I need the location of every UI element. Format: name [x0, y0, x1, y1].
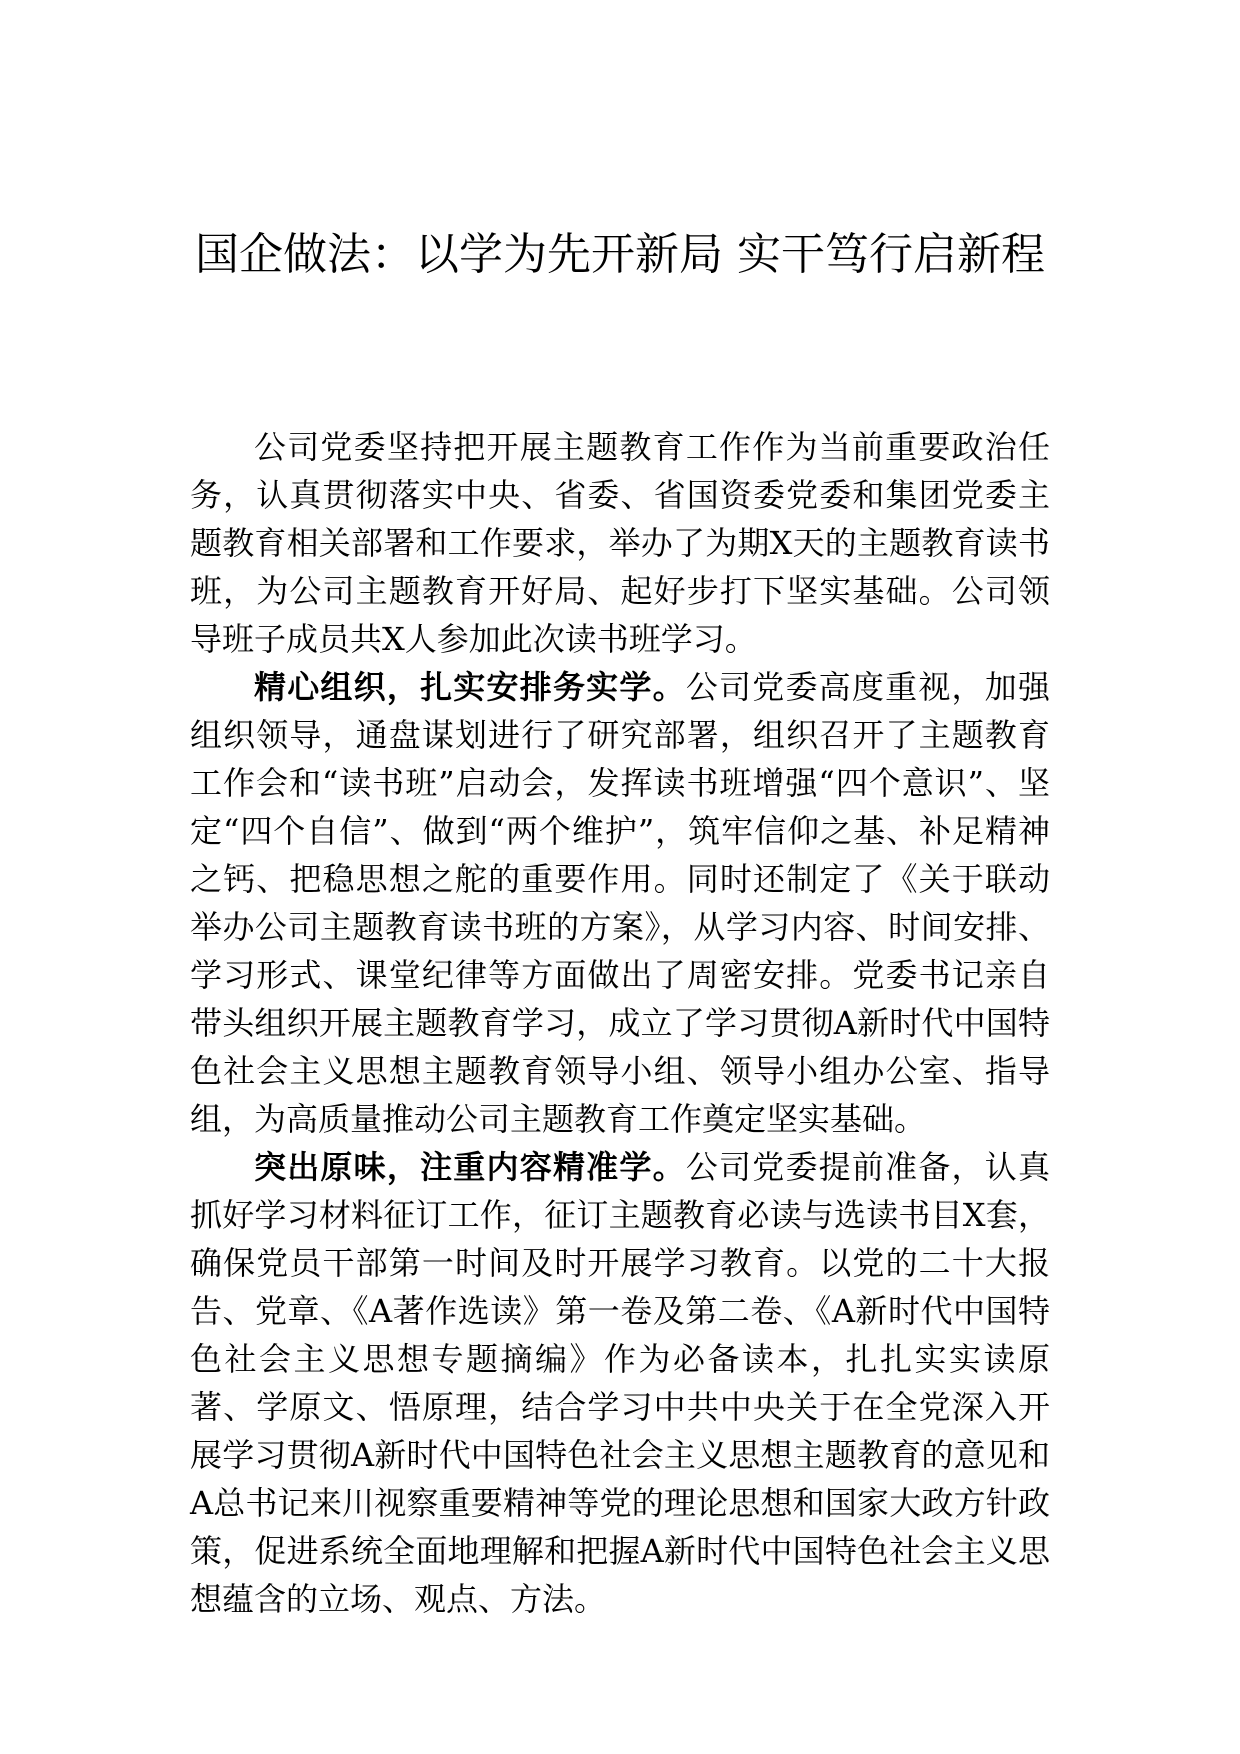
document-title: 国企做法：以学为先开新局 实干笃行启新程	[195, 229, 1045, 280]
paragraph-text: 公司党委高度重视，加强组织领导，通盘谋划进行了研究部署，组织召开了主题教育工作会和“读书班”启动会，发挥读书班增强“四个意识”、坚定“四个自信”、做到“两个维护”，筑牢信仰之基、补足精神之钙、把稳思想之舵的重要作用。同时还制定了《关于联动举办公司主题教育读书班的方案》，从学习内容、时间安排、学习形式、课堂纪律等方面做出了周密安排。党委书记亲自带头组织开展主题教育学习，成立了学习贯彻A新时代中国特色社会主义思想主题教育领导小组、领导小组办公室、指导组，为高质量推动公司主题教育工作奠定坚实基础。	[190, 668, 1050, 1138]
paragraph-lead-heading: 突出原味，注重内容精准学。	[254, 1148, 686, 1186]
paragraph-organization	[190, 663, 1050, 1143]
document-body	[190, 423, 1050, 1623]
paragraph-text: 公司党委提前准备，认真抓好学习材料征订工作，征订主题教育必读与选读书目X套，确保党员干部第一时间及时开展学习教育。以党的二十大报告、党章、《A著作选读》第一卷及第二卷、《A新时代中国特色社会主义思想专题摘编》作为必备读本，扎扎实实读原著、学原文、悟原理，结合学习中共中央关于在全党深入开展学习贯彻A新时代中国特色社会主义思想主题教育的意见和A总书记来川视察重要精神等党的理论思想和国家大政方针政策，促进系统全面地理解和把握A新时代中国特色社会主义思想蕴含的立场、观点、方法。	[190, 1148, 1050, 1618]
paragraph-intro	[190, 423, 1050, 663]
paragraph-content	[190, 1143, 1050, 1623]
paragraph-text: 公司党委坚持把开展主题教育工作作为当前重要政治任务，认真贯彻落实中央、省委、省国资委党委和集团党委主题教育相关部署和工作要求，举办了为期X天的主题教育读书班，为公司主题教育开好局、起好步打下坚实基础。公司领导班子成员共X人参加此次读书班学习。	[190, 428, 1050, 658]
paragraph-lead-heading: 精心组织，扎实安排务实学。	[254, 668, 686, 706]
